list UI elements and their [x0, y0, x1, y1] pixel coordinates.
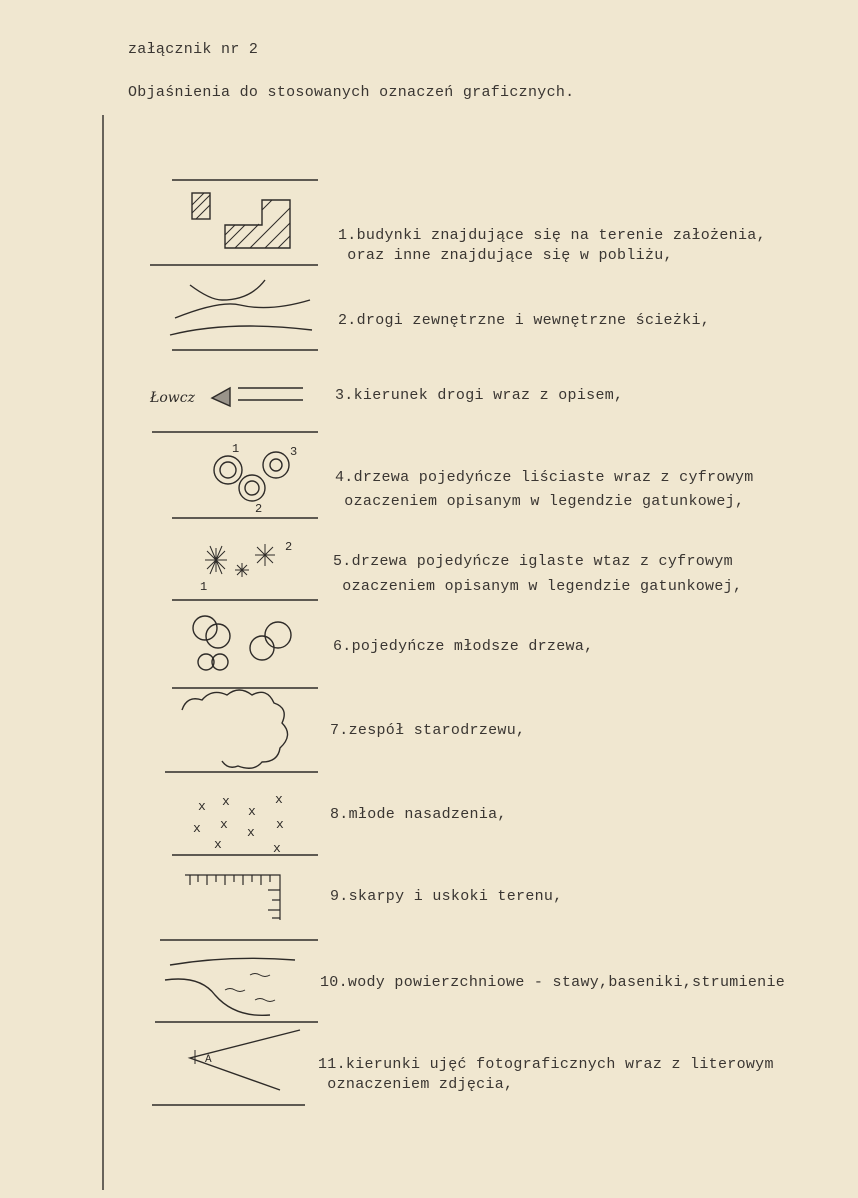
young-planting-icon	[193, 792, 284, 856]
legend-item-4: 4.drzewa pojedyńcze liściaste wraz z cyfrowym ozaczeniem opisanym w legendzie gatunkowej,	[335, 469, 754, 510]
deciduous-tree-icon	[214, 452, 289, 501]
legend-item-6: 6.pojedyńcze młodsze drzewa,	[333, 638, 594, 655]
svg-text:x: x	[198, 799, 206, 814]
legend-item-11: 11.kierunki ujęć fotograficznych wraz z literowym oznaczeniem zdjęcia,	[318, 1056, 774, 1093]
road-direction-icon	[212, 388, 303, 406]
legend-item-3: 3.kierunek drogi wraz z opisem,	[335, 387, 624, 404]
legend-item-9: 9.skarpy i uskoki terenu,	[330, 888, 563, 905]
separator-lines	[150, 180, 318, 1105]
svg-text:x: x	[247, 825, 255, 840]
tree-number: 2	[255, 502, 263, 516]
legend-item-5: 5.drzewa pojedyńcze iglaste wtaz z cyfrowym ozaczeniem opisanym w legendzie gatunkowej,	[333, 553, 743, 595]
legend-item-2: 2.drogi zewnętrzne i wewnętrzne ścieżki,	[338, 312, 711, 329]
road-icon	[170, 280, 312, 335]
legend-item-7: 7.zespół starodrzewu,	[330, 722, 526, 739]
conifer-tree-icon	[205, 544, 275, 577]
svg-text:x: x	[275, 792, 283, 807]
conifer-number: 2	[285, 540, 293, 554]
svg-text:x: x	[273, 841, 281, 856]
svg-text:x: x	[220, 817, 228, 832]
young-tree-icon	[193, 616, 291, 670]
annex-label: załącznik nr 2	[128, 41, 259, 58]
water-icon	[165, 958, 295, 1015]
building-icon	[192, 193, 290, 248]
svg-text:x: x	[214, 837, 222, 852]
legend-item-10: 10.wody powierzchniowe - stawy,baseniki,strumienie	[320, 974, 786, 991]
svg-text:x: x	[222, 794, 230, 809]
legend-item-8: 8.młode nasadzenia,	[330, 806, 507, 823]
svg-text:x: x	[248, 804, 256, 819]
svg-text:x: x	[193, 821, 201, 836]
legend-item-1: 1.budynki znajdujące się na terenie założenia, oraz inne znajdujące się w pobliżu,	[338, 227, 766, 264]
road-direction-label: Łowcz	[150, 390, 195, 406]
tree-number: 3	[290, 445, 298, 459]
page-title: Objaśnienia do stosowanych oznaczeń graficznych.	[128, 84, 575, 101]
escarpment-icon	[185, 875, 280, 920]
old-tree-group-icon	[182, 690, 288, 768]
photo-letter: A	[205, 1054, 212, 1066]
svg-text:x: x	[276, 817, 284, 832]
conifer-number: 1	[200, 580, 208, 594]
tree-number: 1	[232, 442, 240, 456]
